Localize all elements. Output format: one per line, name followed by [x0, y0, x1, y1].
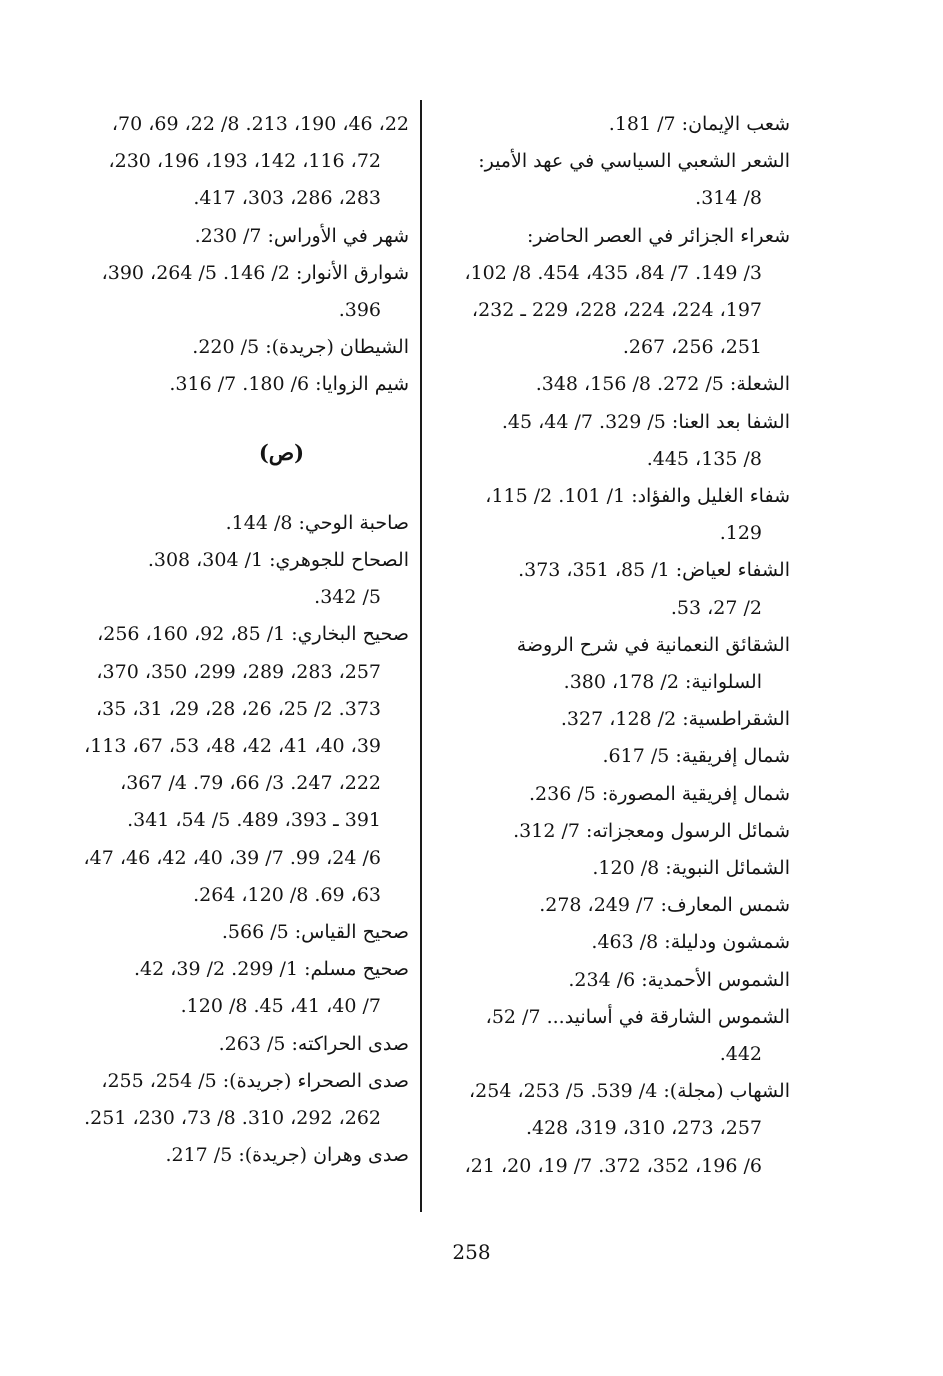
index-entry-line: الشعر الشعبي السياسي في عهد الأمير:	[478, 150, 790, 173]
index-entry	[44, 542, 409, 616]
index-entry-line: شعب الإيمان: 7/ 181.	[608, 113, 790, 135]
index-entry-line: الشعلة: 5/ 272. 8/ 156، 348.	[535, 373, 790, 396]
index-entry-continuation: 197، 224، 224، 228، 229 ـ 232،	[471, 299, 762, 322]
index-entry-line: صدى الصحراء (جريدة): 5/ 254، 255،	[101, 1069, 409, 1092]
index-entry-line: صحيح البخاري: 1/ 85، 92، 160، 256،	[97, 623, 409, 646]
index-entry-line: 22، 46، 190، 213. 8/ 22، 69، 70،	[111, 113, 409, 135]
index-entry-line: شمال إفريقية المصورة: 5/ 236.	[528, 782, 790, 805]
index-entry	[430, 999, 790, 1073]
index-entry	[44, 505, 409, 542]
index-entry-continuation: 129.	[719, 522, 762, 545]
index-entry	[430, 850, 790, 887]
index-entry-continuation: 6/ 24، 99. 7/ 39، 40، 42، 46، 47،	[83, 846, 381, 869]
index-entry-line: شمشون ودليلة: 8/ 463.	[591, 931, 790, 954]
index-entry-line: صدى وهران (جريدة): 5/ 217.	[165, 1144, 409, 1167]
index-entry-continuation: 8/ 314.	[695, 187, 762, 210]
index-entry	[44, 218, 409, 255]
index-entry-line: صاحبة الوحي: 8/ 144.	[225, 511, 409, 534]
index-entry	[430, 218, 790, 367]
index-entry-line: شفاء الغليل والفؤاد: 1/ 101. 2/ 115،	[485, 485, 790, 508]
index-entry	[44, 329, 409, 366]
left-column	[44, 106, 409, 1174]
index-entry	[44, 255, 409, 329]
index-entry-line: الشيطان (جريدة): 5/ 220.	[192, 336, 409, 359]
index-entry-continuation: 251، 256، 267.	[622, 336, 762, 359]
index-entry	[430, 1073, 790, 1185]
index-entry	[44, 1137, 409, 1174]
index-entry	[44, 1026, 409, 1063]
index-entry-continuation: 283، 286، 303، 417.	[193, 187, 381, 210]
index-entry-line: شمال إفريقية: 5/ 617.	[602, 745, 790, 768]
right-column	[430, 106, 790, 1185]
index-entry-continuation: 8/ 135، 445.	[646, 447, 762, 470]
index-entry-line: الشفا بعد العنا: 5/ 329. 7/ 44، 45.	[501, 410, 790, 433]
index-entry-line: الشهاب (مجلة): 4/ 539. 5/ 253، 254،	[469, 1080, 790, 1103]
index-entry-continuation: 442.	[719, 1043, 762, 1066]
index-entry-continuation: 396.	[338, 299, 381, 322]
index-entry-continuation: 262، 292، 310. 8/ 73، 230، 251.	[84, 1107, 381, 1130]
index-entry-line: الشمائل النبوية: 8/ 120.	[592, 857, 790, 880]
index-entry	[430, 106, 790, 143]
index-entry-continuation: 7/ 40، 41، 45. 8/ 120.	[180, 995, 381, 1018]
index-entry	[430, 738, 790, 775]
index-entry-continuation: 373. 2/ 25، 26، 28، 29، 31، 35،	[95, 697, 381, 720]
index-entry-continuation: 257، 283، 289، 299، 350، 370،	[96, 660, 381, 683]
index-entry-continuation: السلوانية: 2/ 178، 380.	[563, 671, 762, 694]
index-entry-continuation: 6/ 196، 352، 372. 7/ 19، 20، 21،	[464, 1154, 762, 1177]
index-entry	[430, 404, 790, 478]
index-entry-line: شمائل الرسول ومعجزاته: 7/ 312.	[513, 819, 790, 842]
column-divider	[420, 100, 422, 1212]
left-column-bottom-entries	[44, 505, 409, 1175]
index-entry	[430, 813, 790, 850]
index-entry-continuation: 5/ 342.	[314, 586, 381, 609]
index-entry	[44, 1063, 409, 1137]
index-entry-continuation: 257، 273، 310، 319، 428.	[525, 1117, 762, 1140]
index-entry-continuation: 72، 116، 142، 193، 196، 230،	[108, 150, 381, 173]
index-entry-line: الشموس الشارقة في أسانيد... 7/ 52،	[485, 1005, 790, 1028]
index-entry-line: شمس المعارف: 7/ 249، 278.	[539, 894, 790, 917]
index-entry	[44, 106, 409, 218]
index-entry-continuation: 222، 247. 3/ 66، 79. 4/ 367،	[120, 772, 381, 795]
index-entry	[44, 914, 409, 951]
index-entry	[430, 366, 790, 403]
index-entry-continuation: 2/ 27، 53.	[670, 596, 762, 619]
section-heading: (ص)	[258, 439, 305, 465]
index-entry-line: صدى الحراكته: 5/ 263.	[218, 1032, 409, 1055]
index-entry	[44, 616, 409, 914]
page-number: 258	[452, 1240, 491, 1264]
index-entry	[430, 143, 790, 217]
index-entry-line: شهر في الأوراس: 7/ 230.	[194, 224, 409, 247]
index-entry-continuation: 63، 69. 8/ 120، 264.	[193, 883, 381, 906]
index-entry-line: شيم الزوايا: 6/ 180. 7/ 316.	[169, 373, 409, 396]
index-entry-continuation: 391 ـ 393، 489. 5/ 54، 341.	[127, 809, 381, 832]
index-entry-line: الصحاح للجوهري: 1/ 304، 308.	[147, 549, 409, 572]
index-entry	[430, 478, 790, 552]
index-entry	[44, 366, 409, 403]
index-entry-line: صحيح القياس: 5/ 566.	[221, 921, 409, 944]
index-entry	[430, 924, 790, 961]
index-entry-continuation: 39، 40، 41، 42، 48، 53، 67، 113،	[84, 735, 381, 758]
index-entry-line: الشموس الأحمدية: 6/ 234.	[568, 968, 790, 991]
index-entry-line: الشفاء لعياض: 1/ 85، 351، 373.	[518, 559, 790, 582]
index-entry	[44, 951, 409, 1025]
index-entry	[430, 552, 790, 626]
index-entry	[430, 701, 790, 738]
index-entry	[430, 887, 790, 924]
index-entry-line: الشقائق النعمانية في شرح الروضة	[516, 633, 790, 656]
index-entry	[430, 962, 790, 999]
index-entry-line: شوارق الأنوار: 2/ 146. 5/ 264، 390،	[101, 261, 409, 284]
index-entry	[430, 776, 790, 813]
index-entry-line: صحيح مسلم: 1/ 299. 2/ 39، 42.	[134, 958, 409, 981]
left-column-top-entries	[44, 106, 409, 404]
index-entry	[430, 627, 790, 701]
index-entry-line: الشقراطسية: 2/ 128، 327.	[560, 708, 790, 731]
index-entry-continuation: 3/ 149. 7/ 84، 435، 454. 8/ 102،	[464, 261, 762, 284]
index-entry-line: شعراء الجزائر في العصر الحاضر:	[526, 224, 790, 247]
